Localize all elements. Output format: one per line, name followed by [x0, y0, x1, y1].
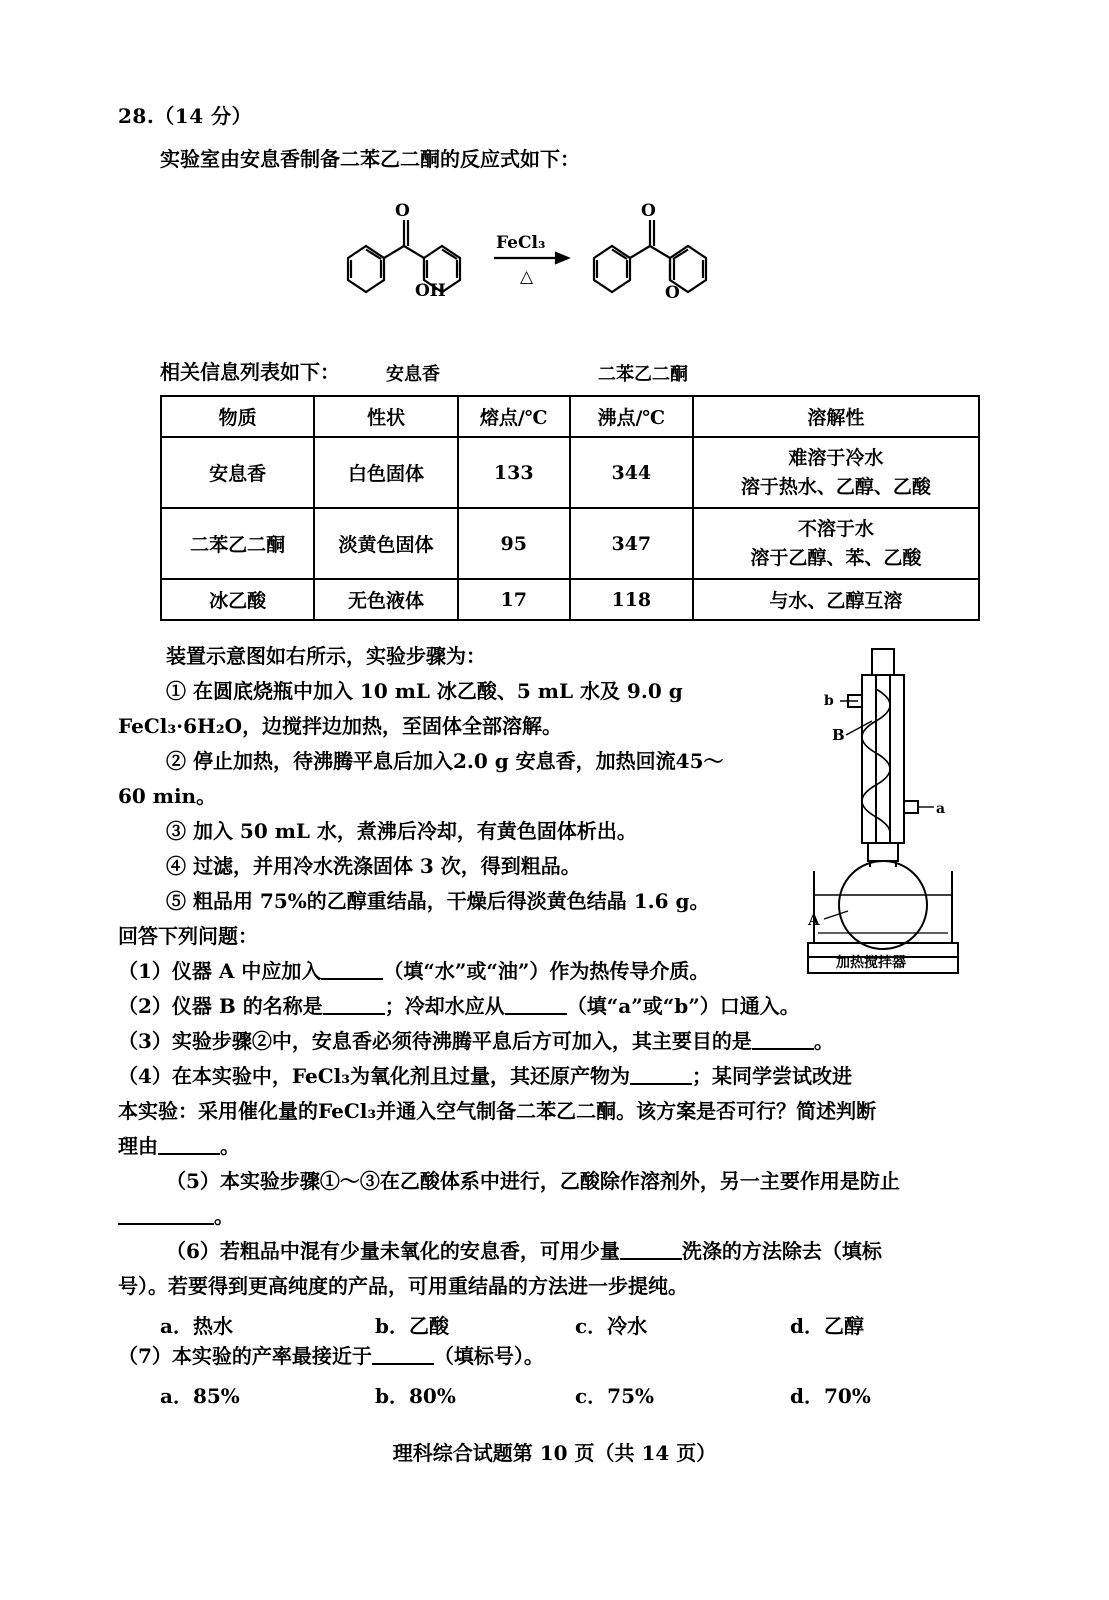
q3-text-a: （3）实验步骤②中，安息香必须待沸腾平息后方可加入，其主要目的是 [118, 1029, 752, 1053]
cell-substance: 冰乙酸 [161, 579, 314, 620]
q1-blank[interactable] [321, 958, 383, 980]
cell-state: 无色液体 [314, 579, 457, 620]
th-melting-point: 熔点/℃ [458, 396, 570, 437]
q5-text-b: 。 [214, 1204, 234, 1228]
sub-question-4-line-3 [118, 1129, 998, 1164]
step-4: ④ 过滤，并用冷水洗涤固体 3 次，得到粗品。 [166, 854, 581, 878]
cell-boiling-point: 118 [570, 579, 693, 620]
carbonyl-o-product-top: O [641, 201, 656, 221]
q7-options [160, 1380, 998, 1409]
cell-melting-point: 17 [458, 579, 570, 620]
q4-blank-2[interactable] [158, 1133, 220, 1155]
solubility-line-2: 溶于热水、乙醇、乙酸 [740, 475, 931, 498]
sub-question-7 [118, 1339, 998, 1374]
cell-substance: 二苯乙二酮 [161, 508, 314, 579]
q7-text-a: （7）本实验的产率最接近于 [118, 1344, 372, 1368]
q7-option-d[interactable]: d．70% [790, 1384, 871, 1408]
q3-text-b: 。 [813, 1029, 834, 1053]
port-b-label: b [824, 693, 834, 709]
question-score: （14 分） [154, 104, 253, 128]
sub-question-3 [118, 1024, 998, 1059]
step-1-line-2: FeCl₃·6H₂O，边搅拌边加热，至固体全部溶解。 [118, 714, 563, 738]
q4-blank-1[interactable] [630, 1063, 692, 1085]
apparatus-a-label: A [808, 911, 820, 929]
table-intro: 相关信息列表如下： [160, 360, 340, 384]
q6-option-a[interactable]: a．热水 [160, 1314, 233, 1338]
step-2-line-2: 60 min。 [118, 784, 217, 808]
step-2-line-1: ② 停止加热，待沸腾平息后加入2.0 g 安息香，加热回流45～ [166, 749, 724, 773]
step-1-line-1: ① 在圆底烧瓶中加入 10 mL 冰乙酸、5 mL 水及 9.0 g [166, 679, 683, 703]
q4-text-b: ；某同学尝试改进 [692, 1064, 853, 1088]
q7-option-c[interactable]: c．75% [575, 1384, 655, 1408]
reactant-name-label: 安息香 [386, 364, 440, 385]
stirrer-label: 加热搅拌器 [836, 955, 906, 971]
sub-question-6-line-2: 号）。若要得到更高纯度的产品，可用重结晶的方法进一步提纯。 [118, 1274, 688, 1298]
properties-table [160, 395, 980, 621]
q1-text-b: （填“水”或“油”）作为热传导介质。 [383, 959, 710, 983]
q4-text-d: 。 [220, 1134, 240, 1158]
table-header-row [161, 396, 979, 437]
carbonyl-o-product-bottom: O [665, 283, 680, 303]
cell-state: 淡黄色固体 [314, 508, 457, 579]
sub-question-6-line-1 [118, 1234, 998, 1269]
q7-option-a[interactable]: a．85% [160, 1384, 240, 1408]
table-row [161, 508, 979, 579]
question-header [118, 100, 998, 129]
cell-solubility: 与水、乙醇互溶 [693, 579, 979, 620]
condition-label: △ [520, 267, 534, 287]
cell-boiling-point: 347 [570, 508, 693, 579]
q2-text-c: （填“a”或“b”）口通入。 [566, 994, 800, 1018]
q4-text-a: （4）在本实验中，FeCl₃为氧化剂且过量，其还原产物为 [118, 1064, 631, 1088]
th-state: 性状 [314, 396, 457, 437]
hydroxyl-label: OH [415, 281, 446, 301]
sub-question-4-line-2: 本实验：采用催化量的FeCl₃并通入空气制备二苯乙二酮。该方案是否可行？简述判断 [118, 1099, 877, 1123]
page-content [118, 100, 998, 1409]
q7-text-b: （填标号）。 [433, 1344, 544, 1368]
cell-boiling-point: 344 [570, 437, 693, 508]
sub-question-5-line-2 [118, 1199, 998, 1234]
q6-option-c[interactable]: c．冷水 [575, 1314, 648, 1338]
solubility-line-1: 不溶于水 [797, 518, 874, 540]
question-intro: 实验室由安息香制备二苯乙二酮的反应式如下： [160, 147, 580, 171]
q6-blank[interactable] [620, 1238, 682, 1260]
cell-melting-point: 133 [458, 437, 570, 508]
q7-option-b[interactable]: b．80% [375, 1384, 456, 1408]
q6-text-b: 洗涤的方法除去（填标 [681, 1239, 882, 1263]
step-5: ⑤ 粗品用 75%的乙醇重结晶，干燥后得淡黄色结晶 1.6 g。 [166, 889, 710, 913]
question-number: 28. [118, 104, 155, 128]
port-a-label: a [936, 801, 946, 817]
table-row [161, 437, 979, 508]
th-substance: 物质 [161, 396, 314, 437]
apparatus-figure [788, 643, 998, 983]
apparatus-b-label: B [832, 726, 845, 744]
page-footer: 理科综合试题第 10 页（共 14 页） [392, 1441, 717, 1465]
cell-state: 白色固体 [314, 437, 457, 508]
q2-text-b: ；冷却水应从 [384, 994, 505, 1018]
q5-blank[interactable] [118, 1203, 214, 1225]
cell-melting-point: 95 [458, 508, 570, 579]
th-solubility: 溶解性 [693, 396, 979, 437]
q6-option-d[interactable]: d．乙醇 [790, 1314, 864, 1338]
cell-solubility [693, 508, 979, 579]
solubility-line-1: 难溶于冷水 [788, 447, 884, 469]
table-row [161, 579, 979, 620]
product-name-label: 二苯乙二酮 [598, 364, 688, 385]
reagent-label: FeCl₃ [496, 233, 546, 253]
q1-text-a: （1）仪器 A 中应加入 [118, 959, 322, 983]
carbonyl-o-left: O [395, 201, 410, 221]
step-3: ③ 加入 50 mL 水，煮沸后冷却，有黄色固体析出。 [166, 819, 637, 843]
apparatus-svg [788, 643, 998, 983]
q3-blank[interactable] [752, 1028, 814, 1050]
q2-text-a: （2）仪器 B 的名称是 [118, 994, 323, 1018]
cell-solubility [693, 437, 979, 508]
cell-substance: 安息香 [161, 437, 314, 508]
q7-blank[interactable] [372, 1343, 434, 1365]
reaction-scheme-svg [298, 180, 858, 320]
q4-text-c: 理由 [118, 1134, 158, 1158]
procedure-lead: 装置示意图如右所示，实验步骤为： [166, 644, 486, 668]
q6-text-a: （6）若粗品中混有少量未氧化的安息香，可用少量 [166, 1239, 620, 1263]
q2-blank-2[interactable] [505, 993, 567, 1015]
th-boiling-point: 沸点/℃ [570, 396, 693, 437]
answer-lead: 回答下列问题： [118, 924, 258, 948]
q6-options [160, 1310, 998, 1339]
solubility-line-2: 溶于乙醇、苯、乙酸 [750, 546, 922, 569]
q2-blank-1[interactable] [323, 993, 385, 1015]
sub-question-4-line-1 [118, 1059, 998, 1094]
q6-option-b[interactable]: b．乙酸 [375, 1314, 449, 1338]
procedure-block [118, 639, 998, 1409]
sub-question-5-line-1: （5）本实验步骤①～③在乙酸体系中进行，乙酸除作溶剂外，另一主要作用是防止 [166, 1169, 900, 1193]
sub-question-2 [118, 989, 998, 1024]
